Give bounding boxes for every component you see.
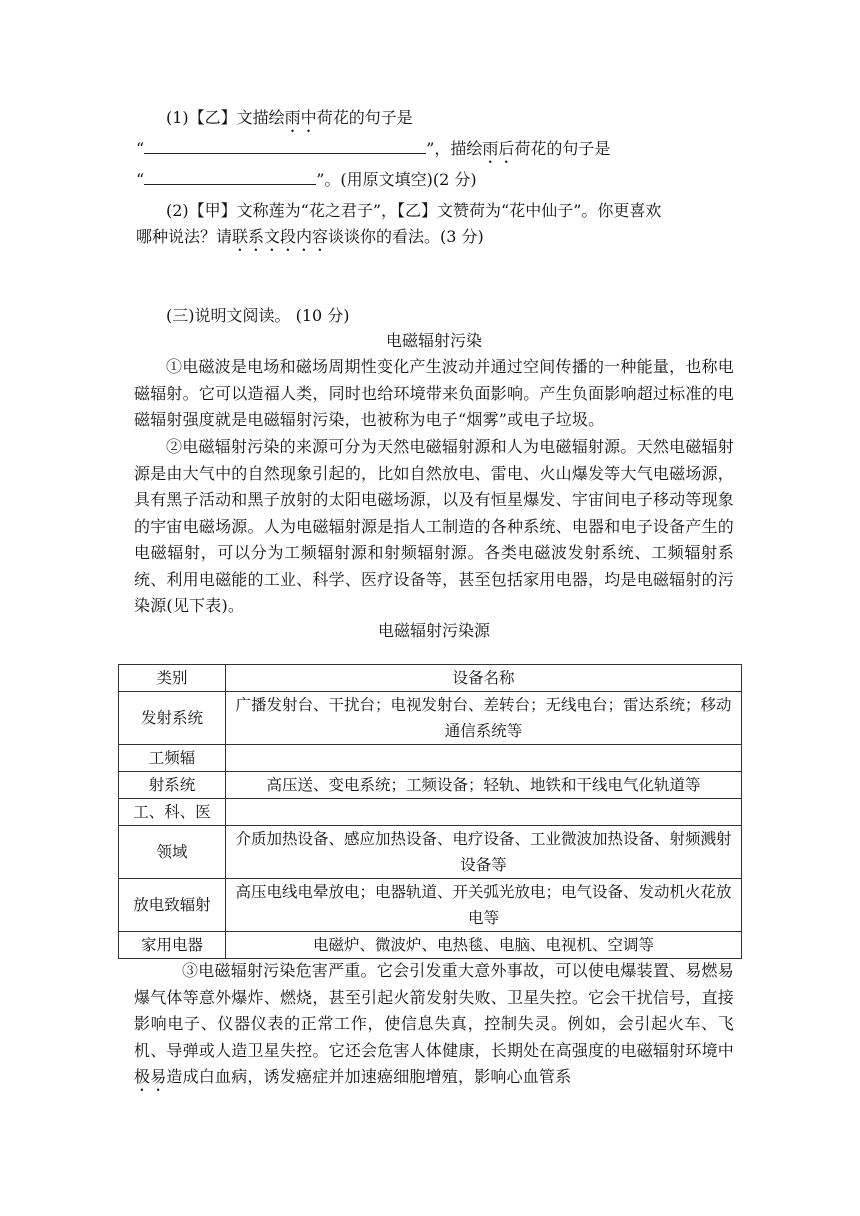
q2-emphasis: 联系文段内容	[232, 227, 329, 246]
q1-line1	[166, 105, 413, 136]
table-header-category: 类别	[119, 665, 226, 692]
table-row: 工频辐	[119, 745, 742, 772]
p3-emphasis: 极易	[134, 1067, 167, 1086]
table-row: 家用电器 电磁炉、微波炉、电热毯、电脑、电视机、空调等	[119, 932, 742, 959]
article-title: 电磁辐射污染	[385, 331, 482, 350]
table-row: 工、科、医	[119, 799, 742, 826]
paragraph-3: ③电磁辐射污染危害严重。它会引发重大意外事故，可以使电爆装置、易燃易爆气体等意外爆炸、燃烧，甚至引起火箭发射失败、卫星失控。它会干扰信号，直接影响电子、仪器仪表的正常工作，使信息失真，控制失灵。例如，会引起火车、飞机、导弹或人造卫星失控。它还会危害人体健康，长期处在高强度的电磁辐射环境中极易造成白血病，诱发癌症并加速癌细胞增殖，影响心血管系	[134, 961, 734, 1086]
table-header-equipment: 设备名称	[226, 665, 742, 692]
table-row: 射系统 高压送、变电系统；工频设备；轻轨、地铁和干线电气化轨道等	[119, 772, 742, 799]
q2-line2: 哪种说法？请联系文段内容谈谈你的看法。(3 分)	[136, 227, 484, 246]
q2-line1: (2)【甲】文称莲为“花之君子”，【乙】文赞荷为“花中仙子”。你更喜欢	[166, 201, 662, 220]
q1-line2-emphasis: 雨后	[482, 139, 515, 158]
q1-suffix: 荷花的句子是	[316, 108, 413, 127]
table-title: 电磁辐射污染源	[377, 621, 490, 640]
q1-prefix: (1)【乙】文描绘	[166, 108, 285, 127]
table-header-row	[119, 665, 742, 692]
q1-line2: “ ”，描绘雨后荷花的句子是	[136, 136, 610, 167]
table-row: 放电致辐射 高压电线电晕放电；电器轨道、开关弧光放电；电气设备、发动机火花放电等	[119, 879, 742, 932]
answer-blank-2[interactable]	[144, 167, 316, 185]
paragraph-2: ②电磁辐射污染的来源可分为天然电磁辐射源和人为电磁辐射源。天然电磁辐射源是由大气中的自然现象引起的，比如自然放电、雷电、火山爆发等大气电磁场源，具有黑子活动和黑子放射的太阳电磁场源，以及有恒星爆发、宇宙间电子移动等现象的宇宙电磁场源。人为电磁辐射源是指人工制造的各种系统、电器和电子设备产生的电磁辐射，可以分为工频辐射源和射频辐射源。各类电磁波发射系统、工频辐射系统、利用电磁能的工业、科学、医疗设备等，甚至包括家用电器，均是电磁辐射的污染源(见下表)。	[134, 437, 734, 615]
paragraph-1: ①电磁波是电场和磁场周期性变化产生波动并通过空间传播的一种能量，也称电磁辐射。它可以造福人类，同时也给环境带来负面影响。产生负面影响超过标准的电磁辐射强度就是电磁辐射污染，也被称为电子“烟雾”或电子垃圾。	[134, 357, 734, 429]
table-row: 领域 介质加热设备、感应加热设备、电疗设备、工业微波加热设备、射频溅射设备等	[119, 826, 742, 879]
q1-line3: “ ”。(用原文填空)(2 分)	[136, 167, 477, 193]
pollution-source-table	[118, 664, 742, 959]
q1-emphasis: 雨中	[284, 108, 317, 127]
answer-blank-1[interactable]	[144, 136, 426, 154]
section-heading: (三)说明文阅读。 (10 分)	[166, 306, 350, 325]
table-row: 发射系统 广播发射台、干扰台；电视发射台、差转台；无线电台；雷达系统；移动通信系统等	[119, 692, 742, 745]
